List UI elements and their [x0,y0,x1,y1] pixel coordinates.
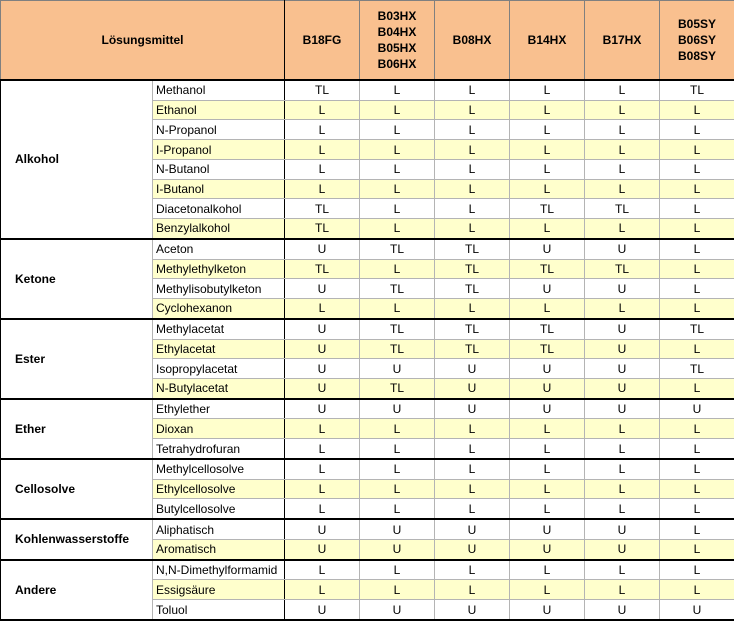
resistance-cell: U [585,319,660,339]
resistance-cell: L [435,100,510,120]
resistance-cell: L [435,479,510,499]
resistance-cell: L [510,580,585,600]
resistance-cell: U [435,378,510,398]
resistance-cell: L [660,378,734,398]
solvent-name: Aliphatisch [153,519,285,539]
header-solvent: Lösungsmittel [1,1,285,81]
resistance-cell: TL [360,339,435,359]
resistance-cell: L [435,560,510,580]
resistance-cell: L [660,199,734,219]
resistance-cell: L [585,179,660,199]
resistance-cell: U [285,359,360,379]
solvent-name: Methylisobutylketon [153,279,285,299]
table-row [1,399,734,419]
resistance-cell: L [660,580,734,600]
resistance-cell: U [510,378,585,398]
header-col-1: B03HX B04HX B05HX B06HX [360,1,435,81]
table-row [1,239,734,259]
resistance-cell: U [585,359,660,379]
resistance-cell: U [585,239,660,259]
solvent-name: Ethanol [153,100,285,120]
resistance-cell: L [660,219,734,239]
resistance-cell: L [435,439,510,459]
header-col-3: B14HX [510,1,585,81]
resistance-cell: L [360,159,435,179]
solvent-name: Isopropylacetat [153,359,285,379]
resistance-cell: L [435,159,510,179]
solvent-name: Essigsäure [153,580,285,600]
resistance-cell: U [510,519,585,539]
resistance-cell: L [435,580,510,600]
resistance-cell: L [585,219,660,239]
resistance-cell: L [585,479,660,499]
resistance-cell: TL [435,259,510,279]
resistance-cell: L [510,179,585,199]
resistance-cell: L [285,159,360,179]
table-body [1,80,734,620]
resistance-cell: L [585,419,660,439]
resistance-cell: L [435,120,510,140]
resistance-cell: U [435,399,510,419]
resistance-cell: U [360,600,435,620]
resistance-cell: L [510,219,585,239]
resistance-cell: L [285,459,360,479]
category-label: Andere [1,560,153,620]
resistance-cell: L [435,140,510,160]
resistance-cell: L [510,299,585,319]
resistance-cell: U [585,539,660,559]
resistance-cell: L [585,560,660,580]
resistance-cell: L [435,80,510,100]
resistance-cell: L [585,80,660,100]
resistance-cell: L [585,580,660,600]
resistance-cell: U [510,539,585,559]
resistance-cell: L [660,339,734,359]
resistance-cell: TL [435,319,510,339]
resistance-cell: L [360,499,435,519]
resistance-cell: L [285,419,360,439]
header-row [1,1,734,81]
resistance-cell: TL [285,259,360,279]
resistance-cell: L [660,279,734,299]
resistance-cell: L [660,259,734,279]
resistance-cell: L [585,299,660,319]
resistance-cell: U [660,399,734,419]
resistance-cell: U [585,279,660,299]
solvent-name: Ethylcellosolve [153,479,285,499]
resistance-cell: L [660,439,734,459]
resistance-cell: L [360,580,435,600]
resistance-cell: L [360,479,435,499]
resistance-cell: TL [285,199,360,219]
resistance-cell: U [585,339,660,359]
resistance-cell: TL [360,378,435,398]
table-row [1,560,734,580]
solvent-name: Methylethylketon [153,259,285,279]
resistance-cell: L [360,140,435,160]
table-row [1,80,734,100]
table-row [1,519,734,539]
resistance-cell: L [360,219,435,239]
category-label: Ketone [1,239,153,319]
resistance-cell: L [360,100,435,120]
resistance-cell: L [660,179,734,199]
resistance-cell: TL [510,339,585,359]
solvent-name: Butylcellosolve [153,499,285,519]
resistance-cell: TL [510,259,585,279]
resistance-cell: L [360,459,435,479]
resistance-cell: L [435,219,510,239]
solvent-name: I-Propanol [153,140,285,160]
resistance-cell: L [585,499,660,519]
resistance-cell: U [435,600,510,620]
resistance-cell: L [285,100,360,120]
resistance-cell: L [435,459,510,479]
solvent-name: Ethylether [153,399,285,419]
solvent-name: Ethylacetat [153,339,285,359]
resistance-cell: U [510,359,585,379]
solvent-name: Methylcellosolve [153,459,285,479]
resistance-cell: U [360,359,435,379]
resistance-cell: U [510,239,585,259]
solvent-name: N-Butanol [153,159,285,179]
solvent-name: Diacetonalkohol [153,199,285,219]
resistance-cell: U [285,378,360,398]
category-label: Ether [1,399,153,459]
resistance-cell: L [285,120,360,140]
resistance-cell: TL [360,239,435,259]
solvent-name: I-Butanol [153,179,285,199]
resistance-cell: L [585,159,660,179]
resistance-cell: L [360,199,435,219]
resistance-cell: TL [285,219,360,239]
resistance-cell: L [510,499,585,519]
resistance-cell: L [285,179,360,199]
resistance-cell: L [435,179,510,199]
resistance-cell: TL [360,279,435,299]
resistance-cell: L [585,120,660,140]
resistance-cell: L [660,479,734,499]
table-row [1,459,734,479]
category-label: Ester [1,319,153,399]
solvent-name: N-Propanol [153,120,285,140]
resistance-cell: L [285,560,360,580]
resistance-cell: U [510,600,585,620]
resistance-cell: L [660,519,734,539]
resistance-cell: L [510,140,585,160]
resistance-cell: L [660,459,734,479]
resistance-cell: TL [510,319,585,339]
solvent-name: N-Butylacetat [153,378,285,398]
resistance-cell: TL [435,339,510,359]
solvent-name: Tetrahydrofuran [153,439,285,459]
solvent-name: Dioxan [153,419,285,439]
resistance-cell: U [360,539,435,559]
resistance-cell: U [285,600,360,620]
resistance-cell: L [660,140,734,160]
header-col-4: B17HX [585,1,660,81]
resistance-cell: U [585,600,660,620]
resistance-cell: L [585,100,660,120]
resistance-cell: U [285,339,360,359]
solvent-name: Benzylalkohol [153,219,285,239]
resistance-cell: TL [435,239,510,259]
resistance-cell: L [585,439,660,459]
resistance-cell: L [360,299,435,319]
resistance-cell: L [510,100,585,120]
resistance-cell: L [285,499,360,519]
resistance-cell: U [435,359,510,379]
resistance-cell: U [585,519,660,539]
resistance-cell: U [435,539,510,559]
resistance-cell: TL [360,319,435,339]
resistance-cell: L [660,100,734,120]
table-row [1,319,734,339]
resistance-cell: L [360,560,435,580]
solvent-name: Aceton [153,239,285,259]
header-col-5: B05SY B06SY B08SY [660,1,734,81]
category-label: Kohlenwasserstoffe [1,519,153,560]
resistance-cell: TL [585,199,660,219]
resistance-cell: U [285,519,360,539]
resistance-cell: L [660,499,734,519]
resistance-cell: L [360,120,435,140]
resistance-cell: L [285,140,360,160]
resistance-cell: L [510,479,585,499]
resistance-cell: L [660,299,734,319]
resistance-cell: TL [660,80,734,100]
resistance-cell: L [285,580,360,600]
resistance-cell: U [285,399,360,419]
resistance-cell: U [285,239,360,259]
resistance-cell: L [285,479,360,499]
resistance-cell: U [435,519,510,539]
resistance-cell: U [510,399,585,419]
resistance-cell: L [360,419,435,439]
resistance-cell: TL [435,279,510,299]
resistance-cell: TL [285,80,360,100]
resistance-cell: TL [660,319,734,339]
resistance-cell: L [510,120,585,140]
category-label: Alkohol [1,80,153,239]
resistance-cell: L [510,459,585,479]
resistance-cell: L [435,199,510,219]
resistance-cell: L [360,80,435,100]
solvent-name: N,N-Dimethylformamid [153,560,285,580]
resistance-cell: L [360,179,435,199]
resistance-cell: TL [660,359,734,379]
resistance-cell: U [285,319,360,339]
resistance-cell: U [360,399,435,419]
resistance-cell: L [285,299,360,319]
resistance-cell: L [360,439,435,459]
solvent-name: Methylacetat [153,319,285,339]
resistance-cell: L [660,419,734,439]
resistance-cell: L [510,439,585,459]
resistance-cell: U [360,519,435,539]
resistance-cell: L [360,259,435,279]
resistance-cell: TL [510,199,585,219]
solvent-name: Toluol [153,600,285,620]
resistance-cell: U [585,378,660,398]
resistance-cell: U [660,600,734,620]
resistance-cell: L [660,159,734,179]
resistance-cell: L [585,459,660,479]
category-label: Cellosolve [1,459,153,519]
resistance-cell: L [660,120,734,140]
resistance-cell: L [510,560,585,580]
resistance-cell: L [510,419,585,439]
resistance-cell: L [435,299,510,319]
header-col-2: B08HX [435,1,510,81]
resistance-cell: U [585,399,660,419]
resistance-cell: L [510,80,585,100]
resistance-cell: L [660,539,734,559]
solvent-name: Aromatisch [153,539,285,559]
resistance-cell: L [660,560,734,580]
resistance-cell: L [510,159,585,179]
resistance-cell: L [435,419,510,439]
header-col-0: B18FG [285,1,360,81]
resistance-cell: U [285,539,360,559]
resistance-cell: L [435,499,510,519]
resistance-cell: U [285,279,360,299]
resistance-cell: L [660,239,734,259]
resistance-cell: L [585,140,660,160]
solvent-name: Methanol [153,80,285,100]
resistance-cell: L [285,439,360,459]
solvent-name: Cyclohexanon [153,299,285,319]
resistance-cell: TL [585,259,660,279]
resistance-cell: U [510,279,585,299]
